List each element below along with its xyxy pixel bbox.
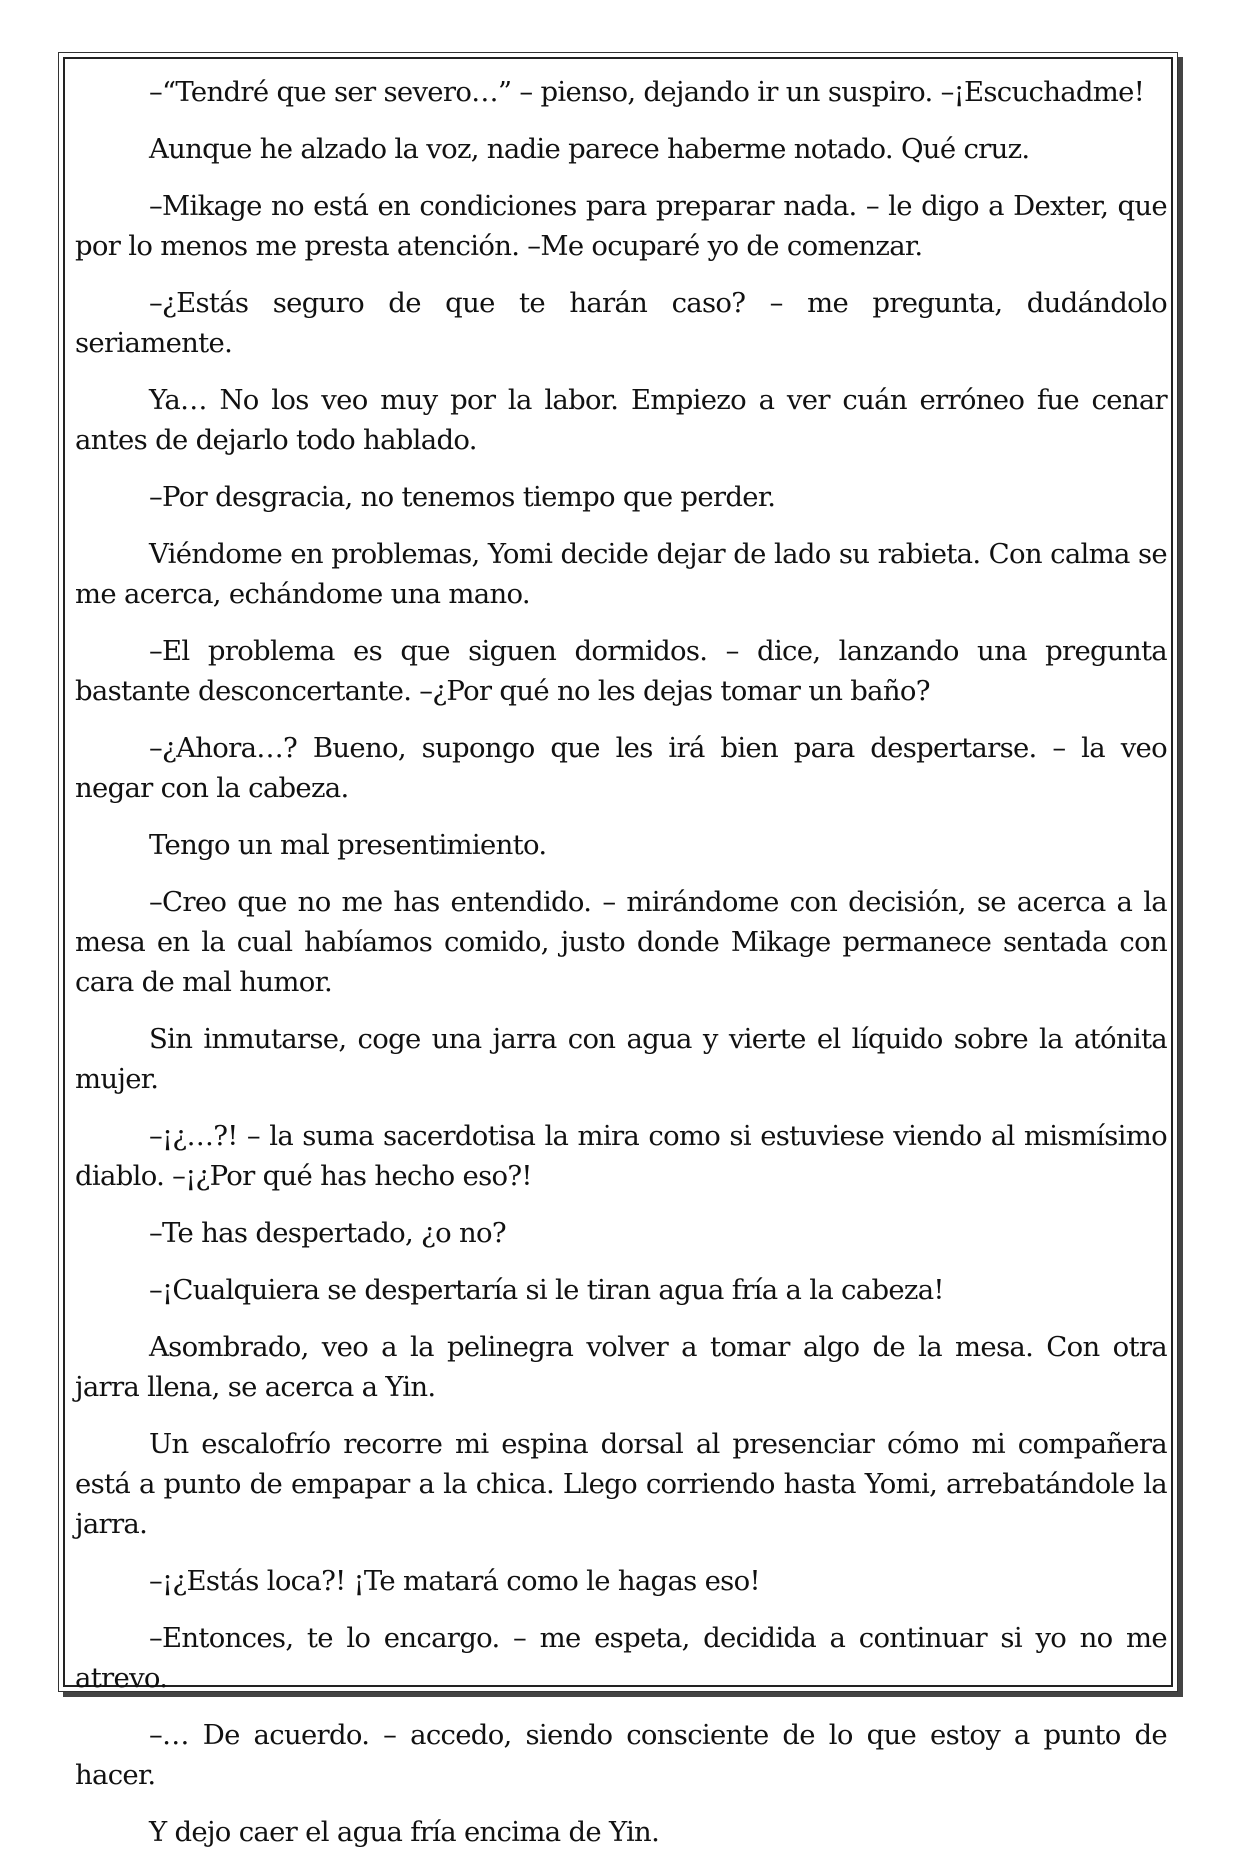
paragraph: Sin inmutarse, coge una jarra con agua y vierte el líquido sobre la atónita mujer. [75, 1023, 1167, 1095]
paragraph: –¡¿Estás loca?! ¡Te matará como le hagas eso! [149, 1565, 760, 1597]
paragraph: –“Tendré que ser severo…” – pienso, dejando ir un suspiro. –¡Escuchadme! [149, 76, 1145, 108]
paragraph: Asombrado, veo a la pelinegra volver a tomar algo de la mesa. Con otra jarra llena, se acerca a Yin. [75, 1331, 1167, 1403]
paragraph: –¡Cualquiera se despertaría si le tiran agua fría a la cabeza! [149, 1274, 944, 1306]
paragraph: –Te has despertado, ¿o no? [149, 1217, 506, 1249]
paragraph: Tengo un mal presentimiento. [149, 829, 547, 861]
paragraph: –… De acuerdo. – accedo, siendo consciente de lo que estoy a punto de hacer. [75, 1719, 1167, 1791]
paragraph: –¿Ahora…? Bueno, supongo que les irá bien para despertarse. – la veo negar con la cabeza. [75, 732, 1167, 804]
body-text [75, 72, 1167, 1869]
paragraph: Viéndome en problemas, Yomi decide dejar de lado su rabieta. Con calma se me acerca, echándome una mano. [75, 538, 1167, 610]
paragraph: Ya… No los veo muy por la labor. Empiezo a ver cuán erróneo fue cenar antes de dejarlo todo hablado. [75, 384, 1167, 456]
paragraph: Y dejo caer el agua fría encima de Yin. [149, 1816, 660, 1848]
paragraph: –Creo que no me has entendido. – mirándome con decisión, se acerca a la mesa en la cual habíamos comido, justo donde Mikage permanece sentada con cara de mal humor. [75, 886, 1167, 998]
paragraph: –Mikage no está en condiciones para preparar nada. – le digo a Dexter, que por lo menos me presta atención. –Me ocuparé yo de comenzar. [75, 190, 1167, 262]
paragraph: –¡¿…?! – la suma sacerdotisa la mira como si estuviese viendo al mismísimo diablo. –¡¿Por qué has hecho eso?! [75, 1120, 1167, 1192]
paragraph: –¿Estás seguro de que te harán caso? – me pregunta, dudándolo seriamente. [75, 287, 1167, 359]
paragraph: Aunque he alzado la voz, nadie parece haberme notado. Qué cruz. [149, 133, 1030, 165]
paragraph: Un escalofrío recorre mi espina dorsal al presenciar cómo mi compañera está a punto de empapar a la chica. Llego corriendo hasta Yomi, arrebatándole la jarra. [75, 1428, 1167, 1540]
paragraph: –Entonces, te lo encargo. – me espeta, decidida a continuar si yo no me atrevo. [75, 1622, 1167, 1694]
paragraph: –El problema es que siguen dormidos. – dice, lanzando una pregunta bastante desconcertante. –¿Por qué no les dejas tomar un baño? [75, 635, 1167, 707]
paragraph: –Por desgracia, no tenemos tiempo que perder. [149, 481, 776, 513]
